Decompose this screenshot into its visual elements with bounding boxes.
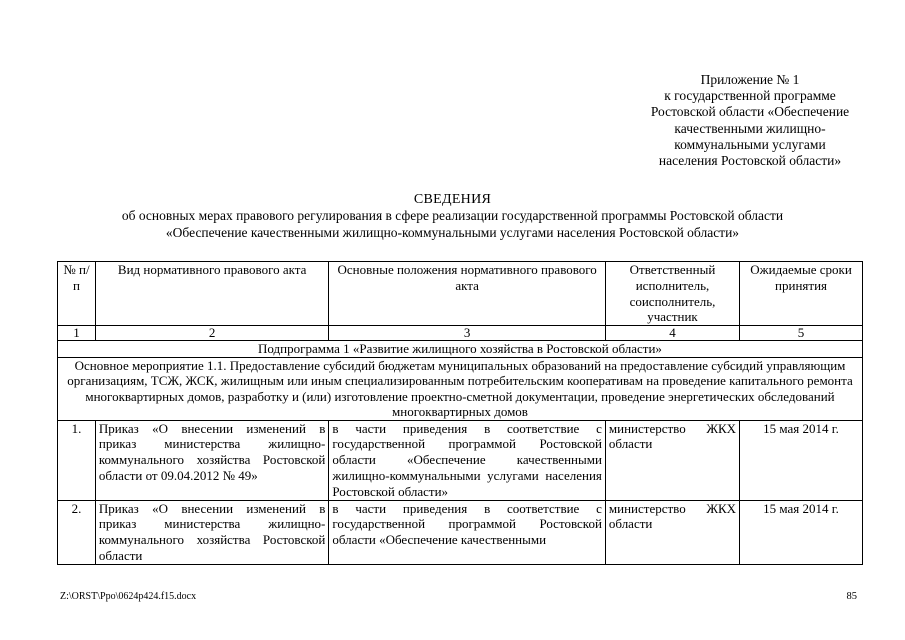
row-provisions: в части приведения в соответствие с государственной программой Ростовской области «Обеспечение качественными жилищно-коммунальными услугами населения Ростовской области» [329,420,606,500]
appendix-note [600,72,900,169]
row-number: 1. [58,420,96,500]
appendix-line: населения Ростовской области» [658,153,842,169]
column-number: 3 [329,326,606,341]
measures-table [57,261,863,565]
page-number: 85 [846,591,857,602]
subprogram-title: Подпрограмма 1 «Развитие жилищного хозяйства в Ростовской области» [58,341,863,358]
row-term: 15 мая 2014 г. [740,420,863,500]
main-measure-text: Основное мероприятие 1.1. Предоставление субсидий бюджетам муниципальных образований на предоставление субсидий управляющим организациям, ТСЖ, ЖСК, жилищным или иным специализированным потребительским кооперативам на проведение капитального ремонта многоквартирных домов, разработку и (или) изготовление проектно-сметной документации, проведение энергетических обследований многоквартирных домов [58,357,863,420]
header-term: Ожидаемые сроки принятия [740,262,863,326]
row-number: 2. [58,500,96,564]
main-measure-row [58,357,863,420]
column-number: 4 [605,326,739,341]
row-executor: министерство ЖКХ области [605,500,739,564]
footer-file-path: Z:\ORST\Ppo\0624p424.f15.docx [60,591,197,602]
document-title: СВЕДЕНИЯ [413,192,492,207]
header-executor: Ответственный исполнитель, соисполнитель, участник [605,262,739,326]
column-number: 5 [740,326,863,341]
header-provisions: Основные положения нормативного правового акта [329,262,606,326]
row-act: Приказ «О внесении изменений в приказ министерства жилищно-коммунального хозяйства Ростовской области [95,500,329,564]
document-subtitle [0,208,905,241]
appendix-line: качественными жилищно- [674,120,826,136]
subprogram-row [58,341,863,358]
column-number: 1 [58,326,96,341]
table-header-row [58,262,863,326]
column-number: 2 [95,326,329,341]
row-provisions: в части приведения в соответствие с государственной программой Ростовской области «Обеспечение качественными [329,500,606,564]
appendix-line: коммунальными услугами [674,136,826,152]
row-act: Приказ «О внесении изменений в приказ министерства жилищно-коммунального хозяйства Ростовской области от 09.04.2012 № 49» [95,420,329,500]
subtitle-line: об основных мерах правового регулирования в сфере реализации государственной программы Ростовской области [121,208,784,223]
header-number: № п/п [58,262,96,326]
row-term: 15 мая 2014 г. [740,500,863,564]
appendix-line: к государственной программе [664,88,836,104]
appendix-line: Приложение № 1 [700,72,800,87]
column-number-row [58,326,863,341]
subtitle-line: «Обеспечение качественными жилищно-коммунальными услугами населения Ростовской области» [165,224,740,240]
row-executor: министерство ЖКХ области [605,420,739,500]
table-row [58,500,863,564]
appendix-line: Ростовской области «Обеспечение [650,104,850,120]
measures-table-container [57,261,863,579]
table-row [58,420,863,500]
header-act-type: Вид нормативного правового акта [95,262,329,326]
